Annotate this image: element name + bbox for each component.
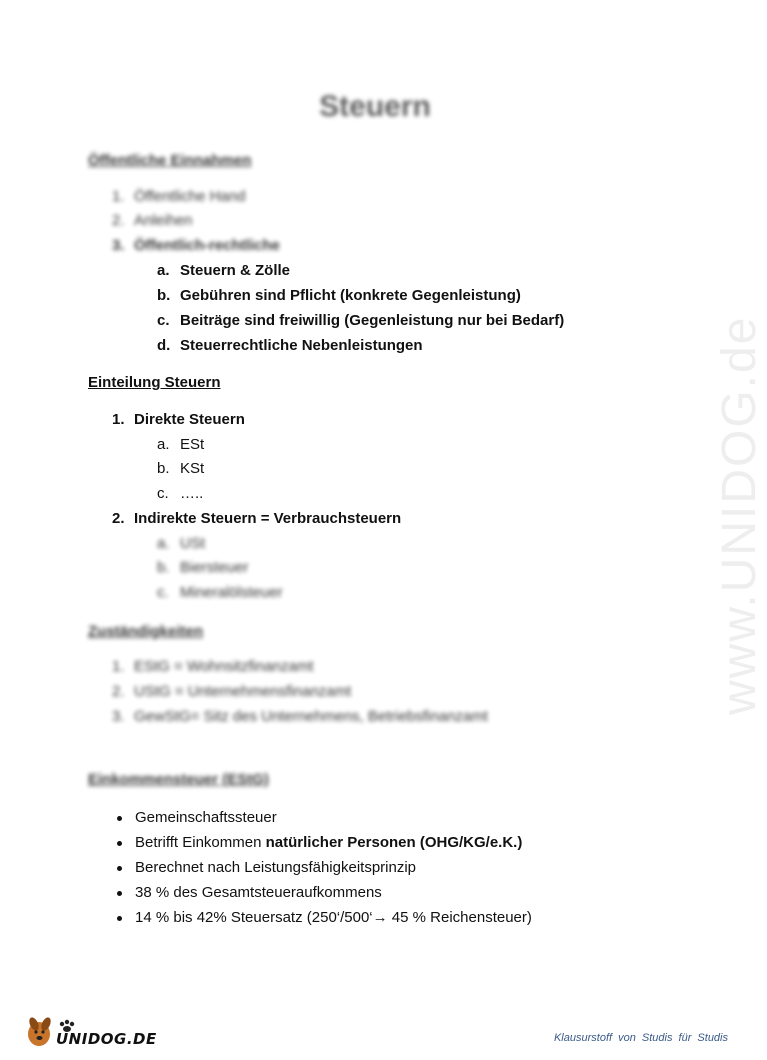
footer-tagline: Klausurstoff von Studis für Studis bbox=[553, 1032, 728, 1044]
bullet-item: Berechnet nach Leistungsfähigkeitsprinzip bbox=[135, 859, 417, 876]
bullet-item bbox=[135, 834, 522, 851]
sub-list-item bbox=[157, 535, 205, 552]
list-number: 1. bbox=[112, 658, 125, 675]
sub-list-item bbox=[157, 287, 521, 304]
list-item bbox=[112, 188, 245, 205]
bullet-icon bbox=[117, 866, 122, 871]
section-heading-oeffentliche: Öffentliche Einnahmen bbox=[88, 152, 252, 169]
sub-list-item bbox=[157, 337, 423, 354]
sub-list-text: Mineralölsteuer bbox=[180, 584, 283, 601]
list-text: UStG = Unternehmensfinanzamt bbox=[134, 683, 352, 700]
sub-list-text: Biersteuer bbox=[180, 559, 249, 576]
sub-list-letter: c. bbox=[157, 584, 169, 601]
list-text: Indirekte Steuern = Verbrauchsteuern bbox=[134, 510, 402, 527]
bullet-text: Betrifft Einkommen bbox=[135, 834, 266, 851]
sub-list-item bbox=[157, 559, 248, 576]
bullet-icon bbox=[117, 841, 122, 846]
list-number: 3. bbox=[112, 708, 125, 725]
sub-list-text: ….. bbox=[180, 485, 204, 502]
list-number: 1. bbox=[112, 188, 125, 205]
sub-list-letter: a. bbox=[157, 436, 170, 453]
sub-list-text: Gebühren sind Pflicht (konkrete Gegenleistung) bbox=[180, 287, 521, 304]
sub-list-text: KSt bbox=[180, 460, 205, 477]
sub-list-item bbox=[157, 262, 290, 279]
list-text: Öffentliche Hand bbox=[134, 188, 246, 205]
sub-list-item bbox=[157, 436, 204, 453]
bullet-item: 14 % bis 42% Steuersatz (250‘/500‘→ 45 % Reichensteuer) bbox=[135, 909, 532, 926]
sub-list-text: ESt bbox=[180, 436, 205, 453]
sub-list-text: Beiträge sind freiwillig (Gegenleistung nur bei Bedarf) bbox=[180, 312, 565, 329]
sub-list-item bbox=[157, 460, 204, 477]
bullet-item: Gemeinschaftssteuer bbox=[135, 809, 277, 826]
sub-list-letter: a. bbox=[157, 535, 170, 552]
page-title: Steuern bbox=[319, 90, 431, 123]
list-text: Direkte Steuern bbox=[134, 411, 245, 428]
section-heading-einteilung: Einteilung Steuern bbox=[88, 374, 221, 391]
section-heading-einkommensteuer: Einkommensteuer (EStG) bbox=[88, 771, 269, 788]
list-item bbox=[112, 683, 351, 700]
section-heading-zustaendigkeiten: Zuständigkeiten bbox=[88, 623, 204, 640]
list-text: GewStG= Sitz des Unternehmens, Betriebsfinanzamt bbox=[134, 708, 488, 725]
list-number: 3. bbox=[112, 237, 125, 254]
list-text: EStG = Wohnsitzfinanzamt bbox=[134, 658, 314, 675]
sub-list-text: Steuerrechtliche Nebenleistungen bbox=[180, 337, 423, 354]
bullet-text-bold: natürlicher Personen (OHG/KG/e.K.) bbox=[265, 834, 523, 851]
bullet-icon bbox=[117, 916, 122, 921]
sub-list-letter: b. bbox=[157, 287, 171, 304]
sub-list-letter: a. bbox=[157, 262, 170, 279]
list-item bbox=[112, 411, 245, 428]
list-item bbox=[112, 212, 192, 229]
sub-list-letter: b. bbox=[157, 559, 170, 576]
list-text: Anleihen bbox=[134, 212, 193, 229]
sub-list-letter: b. bbox=[157, 460, 170, 477]
unidog-logo bbox=[22, 1010, 162, 1050]
list-item bbox=[112, 708, 488, 725]
sub-list-item bbox=[157, 485, 203, 502]
sub-list-text: Steuern & Zölle bbox=[180, 262, 291, 279]
bullet-item: 38 % des Gesamtsteueraufkommens bbox=[135, 884, 382, 901]
list-number: 2. bbox=[112, 212, 125, 229]
bullet-icon bbox=[117, 891, 122, 896]
list-item bbox=[112, 237, 280, 254]
sub-list-text: USt bbox=[180, 535, 206, 552]
sub-list-item bbox=[157, 584, 283, 601]
logo-text: UNIDOG.DE bbox=[56, 1030, 157, 1048]
sub-list-letter: c. bbox=[157, 312, 170, 329]
list-item bbox=[112, 658, 313, 675]
list-number: 2. bbox=[112, 683, 125, 700]
bullet-icon bbox=[117, 816, 122, 821]
list-text: Öffentlich-rechtliche bbox=[134, 237, 280, 254]
list-item bbox=[112, 510, 401, 527]
sub-list-item bbox=[157, 312, 564, 329]
list-number: 2. bbox=[112, 510, 125, 527]
watermark: www.UNIDOG.de bbox=[713, 315, 766, 715]
sub-list-letter: d. bbox=[157, 337, 171, 354]
list-number: 1. bbox=[112, 411, 125, 428]
sub-list-letter: c. bbox=[157, 485, 169, 502]
